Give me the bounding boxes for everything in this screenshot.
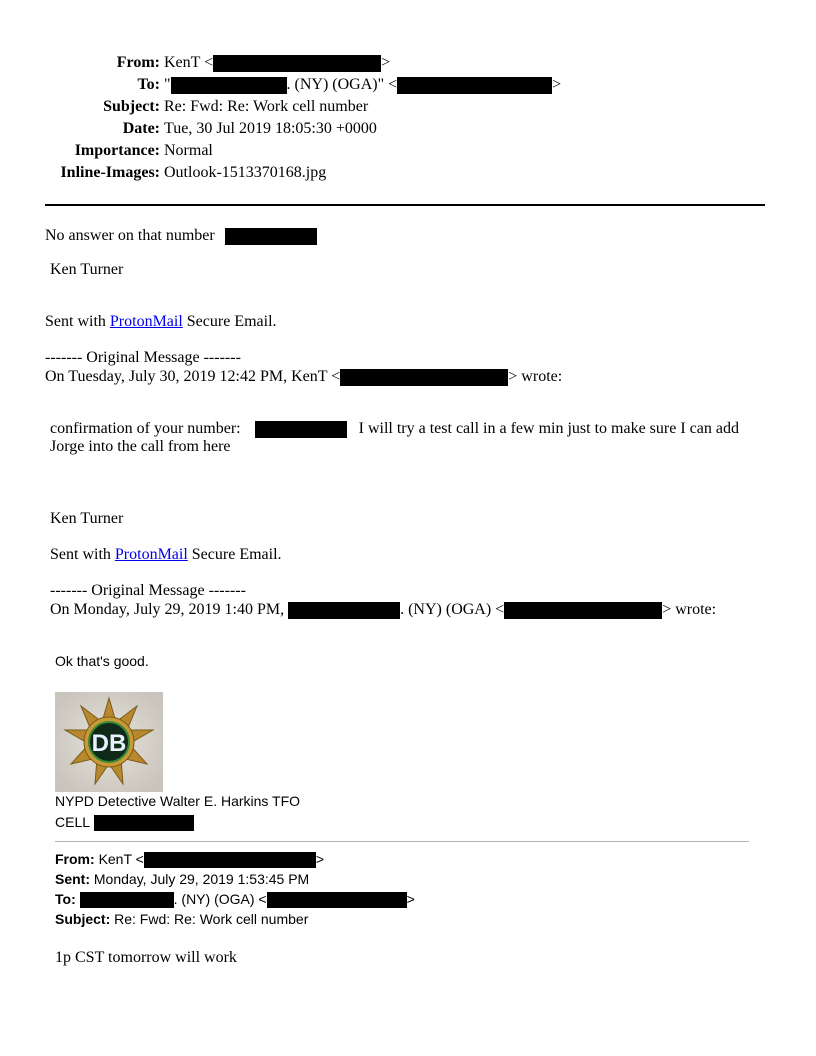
to-value: " . (NY) (OGA)" < > xyxy=(164,76,562,93)
signature-ken-2: Ken Turner xyxy=(50,510,124,527)
signature-cell: CELL xyxy=(55,814,194,831)
badge-icon xyxy=(55,692,163,792)
quoted-sent: Sent: Monday, July 29, 2019 1:53:45 PM xyxy=(55,871,310,887)
quoted-subject: Subject: Re: Fwd: Re: Work cell number xyxy=(55,911,309,927)
confirmation-line: confirmation of your number: I will try a test call in a few min just to make sure I can add xyxy=(50,420,739,437)
header-divider xyxy=(45,204,765,206)
signature-ken-1: Ken Turner xyxy=(50,261,124,278)
badge-letters: DB xyxy=(91,730,127,757)
redaction-block xyxy=(267,892,407,908)
sent-with-line-1: Sent with ProtonMail Secure Email. xyxy=(45,313,277,330)
detective-badge-image xyxy=(55,692,163,792)
subject-label: Subject: xyxy=(103,98,160,115)
quoted-body: 1p CST tomorrow will work xyxy=(55,949,237,966)
quoted-to: To: . (NY) (OGA) < > xyxy=(55,891,415,907)
subject-value: Re: Fwd: Re: Work cell number xyxy=(164,98,369,115)
ok-message: Ok that's good. xyxy=(55,653,149,669)
redaction-block xyxy=(288,602,400,619)
inline-images-value: Outlook-1513370168.jpg xyxy=(164,164,327,181)
redaction-block xyxy=(255,421,347,438)
inline-images-label: Inline-Images: xyxy=(60,164,160,181)
redaction-block xyxy=(171,77,287,94)
original-message-divider-2: ------- Original Message ------- xyxy=(50,582,246,599)
from-label: From: xyxy=(116,54,160,71)
redaction-block xyxy=(213,55,381,72)
signature-detective-name: NYPD Detective Walter E. Harkins TFO xyxy=(55,793,301,809)
redaction-block xyxy=(94,815,194,831)
body-line-1: No answer on that number xyxy=(45,227,317,245)
confirmation-line-2: Jorge into the call from here xyxy=(50,438,231,455)
redaction-block xyxy=(144,852,316,868)
original-message-header-1: On Tuesday, July 30, 2019 12:42 PM, KenT < > wrote: xyxy=(45,368,563,385)
redaction-block xyxy=(340,369,508,386)
protonmail-link[interactable]: ProtonMail xyxy=(109,313,183,330)
importance-value: Normal xyxy=(164,142,213,159)
quoted-divider xyxy=(55,841,749,842)
protonmail-link[interactable]: ProtonMail xyxy=(114,546,188,563)
redaction-block xyxy=(504,602,662,619)
original-message-header-2: On Monday, July 29, 2019 1:40 PM, . (NY) (OGA) < > wrote: xyxy=(50,601,717,618)
date-value: Tue, 30 Jul 2019 18:05:30 +0000 xyxy=(164,120,377,137)
sent-with-line-2: Sent with ProtonMail Secure Email. xyxy=(50,546,282,563)
importance-label: Importance: xyxy=(74,142,160,159)
date-label: Date: xyxy=(122,120,160,137)
to-label: To: xyxy=(137,76,160,93)
from-value: KenT < > xyxy=(164,54,391,71)
redaction-block xyxy=(225,228,317,245)
redaction-block xyxy=(80,892,174,908)
original-message-divider-1: ------- Original Message ------- xyxy=(45,349,241,366)
redaction-block xyxy=(397,77,552,94)
quoted-from: From: KenT < > xyxy=(55,851,325,867)
